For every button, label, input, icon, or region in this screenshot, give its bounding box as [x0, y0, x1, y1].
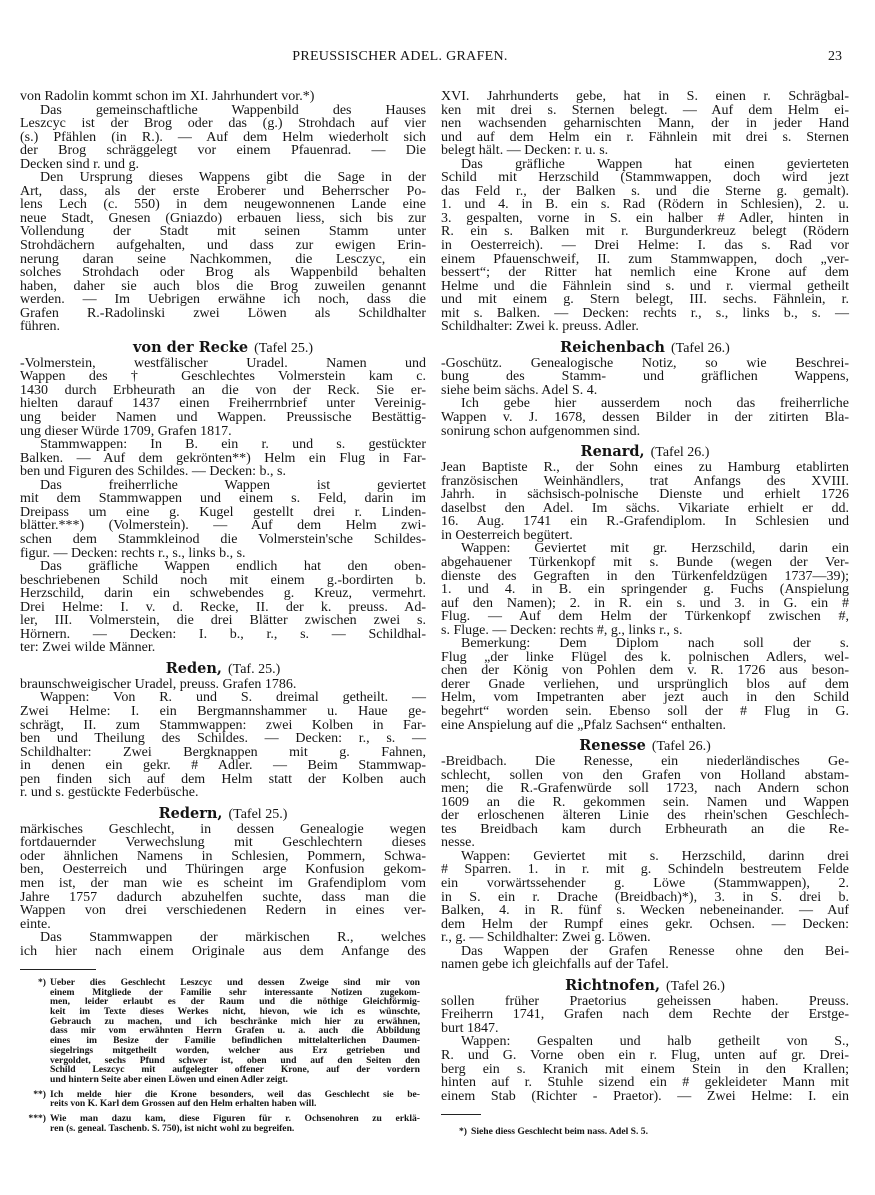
footnote-mark: ***): [28, 1112, 46, 1124]
paragraph: [441, 850, 849, 945]
text-line: -Goschütz. Genealogische Notiz, so wie Beschrei-: [441, 355, 849, 371]
text-line: r., g. — Schildhalter: Zwei g. Löwen.: [441, 930, 651, 946]
text-line: nesse.: [441, 835, 475, 851]
text-line: Decken sind r. und g.: [20, 156, 139, 172]
text-line: Wappen des † Geschlechtes Volmerstein kam c.: [20, 369, 426, 385]
text-line: Bemerkung: Dem Diplom nach soll der s.: [461, 636, 849, 652]
paragraph: [20, 931, 426, 958]
text-line: 3. gespalten, vorne in S. ein halber # Adler, hinten in: [441, 210, 849, 226]
text-line: haben, daher sie auch blos die Brog zuweilen genannt: [20, 278, 426, 294]
paragraph: [20, 823, 426, 931]
text-line: eine Anspielung auf die „Pfalz Sachsen“ enthalten.: [441, 717, 726, 733]
running-title: PREUSSISCHER ADEL. GRAFEN.: [292, 49, 508, 64]
text-line: von Radolin kommt schon im XI. Jahrhundert vor.*): [20, 89, 315, 104]
text-line: ter: Zwei wilde Männer.: [20, 640, 156, 656]
text-line: französischen Weinhändlers, trat Anfangs des XVIII.: [441, 473, 849, 489]
paragraph: [20, 171, 426, 334]
text-line: r. und s. gestückte Federbüsche.: [20, 785, 199, 801]
entry-heading: [441, 977, 849, 995]
plate-reference: (Tafel 25.): [254, 340, 313, 356]
footnote-line: Schild Leszcyc mit aufgelegter offener Krone, auf der vordern: [50, 1064, 420, 1076]
text-line: R. ein s. Balken mit r. Burgunderkreuz belegt (Rödern: [441, 224, 849, 240]
text-line: Hörnern. — Decken: I. b., r., s. — Schildhal-: [20, 626, 426, 642]
text-line: abgehauener Türkenkopf mit s. Bunde (wegen der Ver-: [441, 554, 849, 570]
paragraph: [441, 945, 849, 972]
text-line: -Breidbach. Die Renesse, ein niederländisches Ge-: [441, 754, 849, 770]
paragraph: [20, 104, 426, 172]
text-line: Das Wappen der Grafen Renesse ohne den Bei-: [461, 943, 849, 959]
entry-heading: [20, 805, 426, 823]
text-line: ung dieser Würde 1709, Grafen 1817.: [20, 423, 232, 439]
text-line: Wappen: Gespalten und halb getheilt von S.,: [461, 1034, 849, 1050]
text-line: tes Breidbach kam durch Erbheurath an die Re-: [441, 821, 849, 837]
page-number: 23: [828, 49, 842, 64]
plate-reference: (Tafel 25.): [228, 806, 288, 822]
footnote: [441, 1127, 841, 1137]
entry-heading: [20, 660, 426, 678]
entry-heading: [441, 443, 849, 461]
text-line: Wappen: Geviertet mit gr. Herzschild, darin ein: [461, 541, 849, 557]
footnote-mark: *): [459, 1126, 467, 1137]
text-line: belegt hält. — Decken: r. u. s.: [441, 143, 609, 159]
footnote-line: Siehe diess Geschlecht beim nass. Adel S. 5.: [471, 1126, 648, 1137]
text-line: märkisches Geschlecht, in dessen Genealogie wegen: [20, 821, 426, 837]
text-line: in Oesterreich begütert.: [441, 527, 573, 543]
footnote-mark: *): [38, 977, 46, 988]
text-line: das Feld r., der Balken s. und die Sterne g. gemalt).: [441, 183, 849, 199]
entry-title: Redern,: [158, 804, 223, 822]
paragraph: [441, 1035, 849, 1103]
text-line: siehe beim sächs. Adel S. 4.: [441, 382, 598, 398]
paragraph: [441, 357, 849, 398]
right-footnotes: [441, 1127, 841, 1142]
text-line: Das gemeinschaftliche Wappenbild des Hauses: [40, 102, 426, 118]
text-line: der erloschenen älteren Linie des rhein'schen Geschlech-: [441, 808, 849, 824]
text-line: derer Gnade verliehen, und ursprünglich blos auf dem: [441, 676, 849, 692]
footnote-line: eines im Besize der Familie befindlichen mittelalterlichen Daumen-: [50, 1035, 420, 1047]
text-line: Flug „der linke Flügel des k. polnischen Adlers, wel-: [441, 649, 849, 665]
plate-reference: (Tafel 26.): [670, 340, 730, 356]
text-line: Wappen: Von R. und S. dreimal getheilt. —: [40, 690, 426, 706]
plate-reference: (Taf. 25.): [227, 661, 281, 677]
text-line: Das freiherrliche Wappen ist geviertet: [40, 477, 426, 493]
text-line: schlecht, sollen von den Grafen von Holland abstam-: [441, 767, 849, 783]
text-line: solches Strohdach oder Brog als Wappenbild behalten: [20, 265, 426, 281]
text-line: in denen ein gekr. # Adler. — Beim Stammwap-: [20, 758, 426, 774]
text-line: lens Lech (c. 550) in dem neugewonnenen Lande eine: [20, 197, 426, 213]
text-line: 1. und 4. in B. ein springender g. Fuchs (Anspielung: [441, 582, 849, 598]
paragraph: [441, 90, 849, 158]
plate-reference: (Tafel 26.): [666, 978, 725, 994]
text-line: Stammwappen: In B. ein r. und s. gestückter: [40, 437, 426, 453]
text-line: daselbst den Adel. Im sächs. Vikariate erhielt er dd.: [441, 500, 849, 516]
paragraph: [441, 637, 849, 732]
footnote-line: Wie man dazu kam, diese Figuren für r. Ochsenohren zu erklä-: [50, 1112, 420, 1124]
text-line: sollen früher Praetorius geheissen haben. Preuss.: [441, 993, 849, 1009]
text-line: der Brog schräggelegt vor einem Pfauenrad. — Die: [20, 143, 426, 159]
paragraph: [441, 755, 849, 850]
text-line: # Sparren. 1. in r. mit g. Schindeln bestreutem Felde: [441, 862, 849, 878]
paragraph: [20, 560, 426, 655]
footnote-line: men, leider erlaubt es der Raum und die nöthige Gleichförmig-: [50, 996, 420, 1008]
text-line: Wappen: Geviertet mit s. Herzschild, darinn drei: [461, 848, 849, 864]
text-line: Art, dass, als der erste Eroberer und Beherrscher Po-: [20, 183, 426, 199]
text-line: Grafen R.-Radolinski zwei Löwen als Schildhalter: [20, 305, 426, 321]
footnote-line: einem Mitgliede der Familie sehr interessante Notizen zugekom-: [50, 986, 420, 998]
text-line: einem Pfauenschweif, II. zum Stammwappen, doch „ver-: [441, 251, 849, 267]
entry-title: Renesse: [579, 737, 646, 755]
text-line: Jean Baptiste R., der Sohn eines zu Hamburg etablirten: [441, 460, 849, 476]
footnote-divider: [441, 1114, 481, 1115]
text-line: figur. — Decken: rechts r., s., links b., s.: [20, 545, 246, 561]
text-line: führen.: [20, 319, 61, 335]
paragraph: [20, 691, 426, 799]
text-line: braunschweigischer Uradel, preuss. Grafen 1786.: [20, 676, 297, 692]
paragraph: [441, 542, 849, 637]
text-line: Dreipass um eine g. Kugel gestellt drei r. Linden-: [20, 504, 426, 520]
text-line: hielten darauf 1437 einen Freiherrnbrief unter Vereinig-: [20, 396, 426, 412]
left-column: [20, 90, 426, 958]
text-line: Strohdächern aufgehalten, und dass zur ewigen Erin-: [20, 238, 426, 254]
text-line: einem Stab (Richter - Praetor). — Zwei Helme: I. ein: [441, 1088, 849, 1104]
text-line: 16. Aug. 1741 ein R.-Grafendiplom. In Schlesien und: [441, 514, 849, 530]
text-line: (s.) Pfählen (in R.). — Auf dem Helm wiederholt sich: [20, 129, 426, 145]
entry-heading: [441, 737, 849, 755]
footnote-line: ren (s. geneal. Taschenb. S. 750), ist nicht wohl zu begreifen.: [50, 1122, 295, 1134]
footnote-line: Ueber dies Geschlecht Leszcyc und dessen Zweige sind mir von: [50, 977, 420, 988]
entry-title: Renard,: [580, 443, 645, 461]
entry-title: Reichenbach: [560, 338, 665, 356]
text-line: Drei Helme: I. v. d. Recke, II. der k. preuss. Ad-: [20, 599, 426, 615]
text-line: mit dem Stammwappen und einem s. Feld, darin im: [20, 491, 426, 507]
footnote-line: vergoldet, sechs Pfund schwer ist, oben und auf den Seiten den: [50, 1054, 420, 1066]
text-line: Wappen von drei verschiedenen Redern in eines ver-: [20, 903, 426, 919]
text-line: burt 1847.: [441, 1020, 499, 1036]
text-line: begehrt“ worden sein. Ebenso soll der # Flug in G.: [441, 703, 849, 719]
entry-title: Reden,: [165, 659, 222, 677]
text-line: ler, III. Volmerstein, die drei Blätter zwischen zwei s.: [20, 613, 426, 629]
paragraph: [441, 397, 849, 438]
footnote-divider: [20, 969, 96, 970]
text-line: in Oesterreich). — Drei Helme: I. das s. Rad vor: [441, 238, 849, 254]
text-line: -Volmerstein, westfälischer Uradel. Namen und: [20, 355, 426, 371]
text-line: ben und Theilung des Schildes. — Decken: r., s. —: [20, 731, 426, 747]
text-line: men; die R.-Grafenwürde soll 1723, nach Andern schon: [441, 781, 849, 797]
text-line: dem Helm der Rumpf eines gekr. Ochsen. — Decken:: [441, 916, 849, 932]
text-line: ich hier nach einem Originale aus dem Anfange des: [20, 943, 426, 959]
text-line: Schild mit Herzschild (Stammwappen, doch wird jezt: [441, 170, 849, 186]
text-line: Zwei Helme: I. ein Bergmannshammer u. Haue ge-: [20, 703, 426, 719]
text-line: ung beider Namen und Wappen. Preussische Bestättig-: [20, 410, 426, 426]
left-footnotes: [20, 978, 420, 1138]
text-line: 1430 durch Erbheurath an die von der Reck. Sie er-: [20, 382, 426, 398]
text-line: Ich gebe hier ausserdem noch das freiherrliche: [461, 396, 849, 412]
text-line: Das Stammwappen der märkischen R., welches: [40, 930, 426, 946]
footnote-line: keit im Texte dieses Werkes nicht, hievon, wie ich es wünschte,: [50, 1006, 420, 1018]
paragraph: [441, 995, 849, 1036]
text-line: Schildhalter: Zwei k. preuss. Adler.: [441, 319, 639, 335]
text-line: auf den Namen); 2. in R. ein s. und 3. in G. ein #: [441, 595, 849, 611]
text-line: Jahrh. in sächsisch-polnische Dienste und erhielt 1726: [441, 487, 849, 503]
text-line: Wappen v. J. 1678, dessen Bilder in der zitirten Bla-: [441, 410, 849, 426]
text-line: und auf dem Helm ein r. Fähnlein mit drei s. Sternen: [441, 129, 849, 145]
text-line: Leszcyc ist der Brog oder das (g.) Strohdach auf vier: [20, 116, 426, 132]
text-line: Herzschild, darin ein schwebendes g. Kreuz, vermehrt.: [20, 586, 426, 602]
paragraph: [20, 357, 426, 438]
plate-reference: (Tafel 26.): [650, 445, 710, 461]
text-line: Balken, 4. in R. fünf s. Wecken nebeneinander. — Auf: [441, 903, 849, 919]
text-line: in S. ein r. Drache (Breidbach)*), 3. in S. drei b.: [441, 889, 849, 905]
text-line: sonirung schon aufgenommen sind.: [441, 423, 641, 439]
text-line: ben und Figuren des Schildes. — Decken: b., s.: [20, 464, 286, 480]
text-line: Jahre 1757 dadurch abzuhelfen suchte, dass man die: [20, 889, 426, 905]
text-line: 1609 an die R. gekommen sein. Namen und Wappen: [441, 794, 849, 810]
text-line: nerung daran seine Nachkommen, die Lesczyc, ein: [20, 251, 426, 267]
text-line: ken mit drei s. Sternen belegt. — Auf dem Helm ei-: [441, 102, 849, 118]
footnote-line: Ich melde hier die Krone besonders, weil das Geschlecht sie be-: [50, 1088, 420, 1100]
text-line: XVI. Jahrhunderts gebe, hat in S. einen r. Schrägbal-: [441, 89, 849, 104]
text-line: men ist, der man wie es scheint im Grafendiplom vom: [20, 875, 426, 891]
text-line: oder ähnlichen Namens in Schlesien, Pommern, Schwa-: [20, 848, 426, 864]
paragraph: [20, 479, 426, 560]
right-column: [441, 90, 849, 1103]
text-line: s. Fluge. — Decken: rechts #, g., links r., s.: [441, 622, 683, 638]
text-line: Vollendung der Stadt mit seinen Stamm unter: [20, 224, 426, 240]
footnote-line: und hintern Seite aber einen Löwen und einen Adler zeigt.: [50, 1073, 288, 1085]
text-line: und mit einem g. Stern belegt, III. sechs. Fähnlein, r.: [441, 292, 849, 308]
footnote-line: dass mir vom erwähnten Herrn Grafen u. a. auch die Abbildung: [50, 1025, 420, 1037]
text-line: Den Ursprung dieses Wappens gibt die Sage in der: [40, 170, 426, 186]
footnote-mark: **): [33, 1088, 46, 1100]
paragraph: [20, 678, 426, 692]
text-line: schen dem Stammkleinod die Volmerstein'sche Schildes-: [20, 531, 426, 547]
text-line: Das gräfliche Wappen endlich hat den oben-: [40, 559, 426, 575]
text-line: blätter.***) (Volmerstein). — Auf dem Helm zwi-: [20, 518, 426, 534]
text-line: bessert“; der Ritter hat nemlich eine Krone auf dem: [441, 265, 849, 281]
paragraph: [441, 158, 849, 334]
footnote-line: Gebrauch zu machen, und ich beschränke mich hier zu erwähnen,: [50, 1015, 420, 1027]
text-line: einte.: [20, 916, 51, 932]
text-line: schrägt, II. zum Stammwappen: zwei Kolben in Far-: [20, 717, 426, 733]
entry-title: von der Recke: [132, 338, 249, 356]
text-line: Balken. — Auf dem gekrönten**) Helm ein Flug in Far-: [20, 450, 426, 466]
text-line: Das gräfliche Wappen hat einen gevierteten: [461, 156, 849, 172]
text-line: namen gebe ich gleichfalls auf der Tafel.: [441, 957, 669, 973]
text-line: nen wachsenden geharnischten Mann, der in jeder Hand: [441, 116, 849, 132]
text-line: Helm, vom Impetranten aber jezt auch in den Schild: [441, 690, 849, 706]
footnote: [20, 1114, 420, 1133]
text-line: Freiherrn 1741, Grafen nach dem Rechte der Erstge-: [441, 1007, 849, 1023]
paragraph: [20, 438, 426, 479]
text-line: fortdauernder Verwechslung mit Geschlechtern dieses: [20, 835, 426, 851]
footnote-line: siegelrings mitgetheilt worden, welcher aus Erz getrieben und: [50, 1044, 420, 1056]
text-line: berg ein s. Kranich mit einem Stein in den Krallen;: [441, 1061, 849, 1077]
text-line: bung des Stamm- und gräflichen Wappens,: [441, 369, 849, 385]
text-line: dienste des Gegraften in den Türkenfeldzügen 1737—39);: [441, 568, 849, 584]
text-line: chen der König von Pohlen dem v. R. 1726 aus beson-: [441, 663, 849, 679]
entry-heading: [20, 339, 426, 357]
text-line: Helme und die Fähnlein sind s. und r. viermal getheilt: [441, 278, 849, 294]
text-line: 1. und 4. in B. ein s. Rad (Rödern in Schlesien), 2. u.: [441, 197, 849, 213]
text-line: pen finden sich auf dem Helm statt der Kolben auch: [20, 771, 426, 787]
text-line: werden. — Im Uebrigen erwähne ich noch, dass die: [20, 292, 426, 308]
footnote: [20, 978, 420, 1085]
text-line: R. und G. Vorne oben ein r. Flug, unten auf gr. Drei-: [441, 1048, 849, 1063]
footnote-line: reits von K. Karl dem Grossen auf den Helm erhalten haben will.: [50, 1098, 317, 1110]
entry-heading: [441, 339, 849, 357]
footnote: [20, 1090, 420, 1109]
text-line: ein vorwärtssehender g. Löwe (Stammwappen), 2.: [441, 875, 849, 891]
text-line: hinten auf r. Stuhle sizend ein # gekleideter Mann mit: [441, 1075, 849, 1091]
paragraph: [20, 90, 426, 104]
paragraph: [441, 461, 849, 542]
text-line: beschriebenen Schild noch mit einem g.-bordirten b.: [20, 572, 426, 588]
entry-title: Richtnofen,: [565, 976, 660, 994]
text-line: ben, Oesterreich und Thüringen arge Konfusion gekom-: [20, 862, 426, 878]
text-line: Schildhalter: Zwei Bergknappen mit g. Fahnen,: [20, 744, 426, 760]
text-line: neue Stadt, Gnesen (Gniazdo) erbauen liess, sich bis zur: [20, 210, 426, 226]
plate-reference: (Tafel 26.): [651, 739, 711, 755]
text-line: Flug. — Auf dem Helm der Türkenkopf zwischen #,: [441, 609, 849, 625]
text-line: mit s. Balken. — Decken: rechts r., s., links b., s. —: [441, 305, 849, 321]
